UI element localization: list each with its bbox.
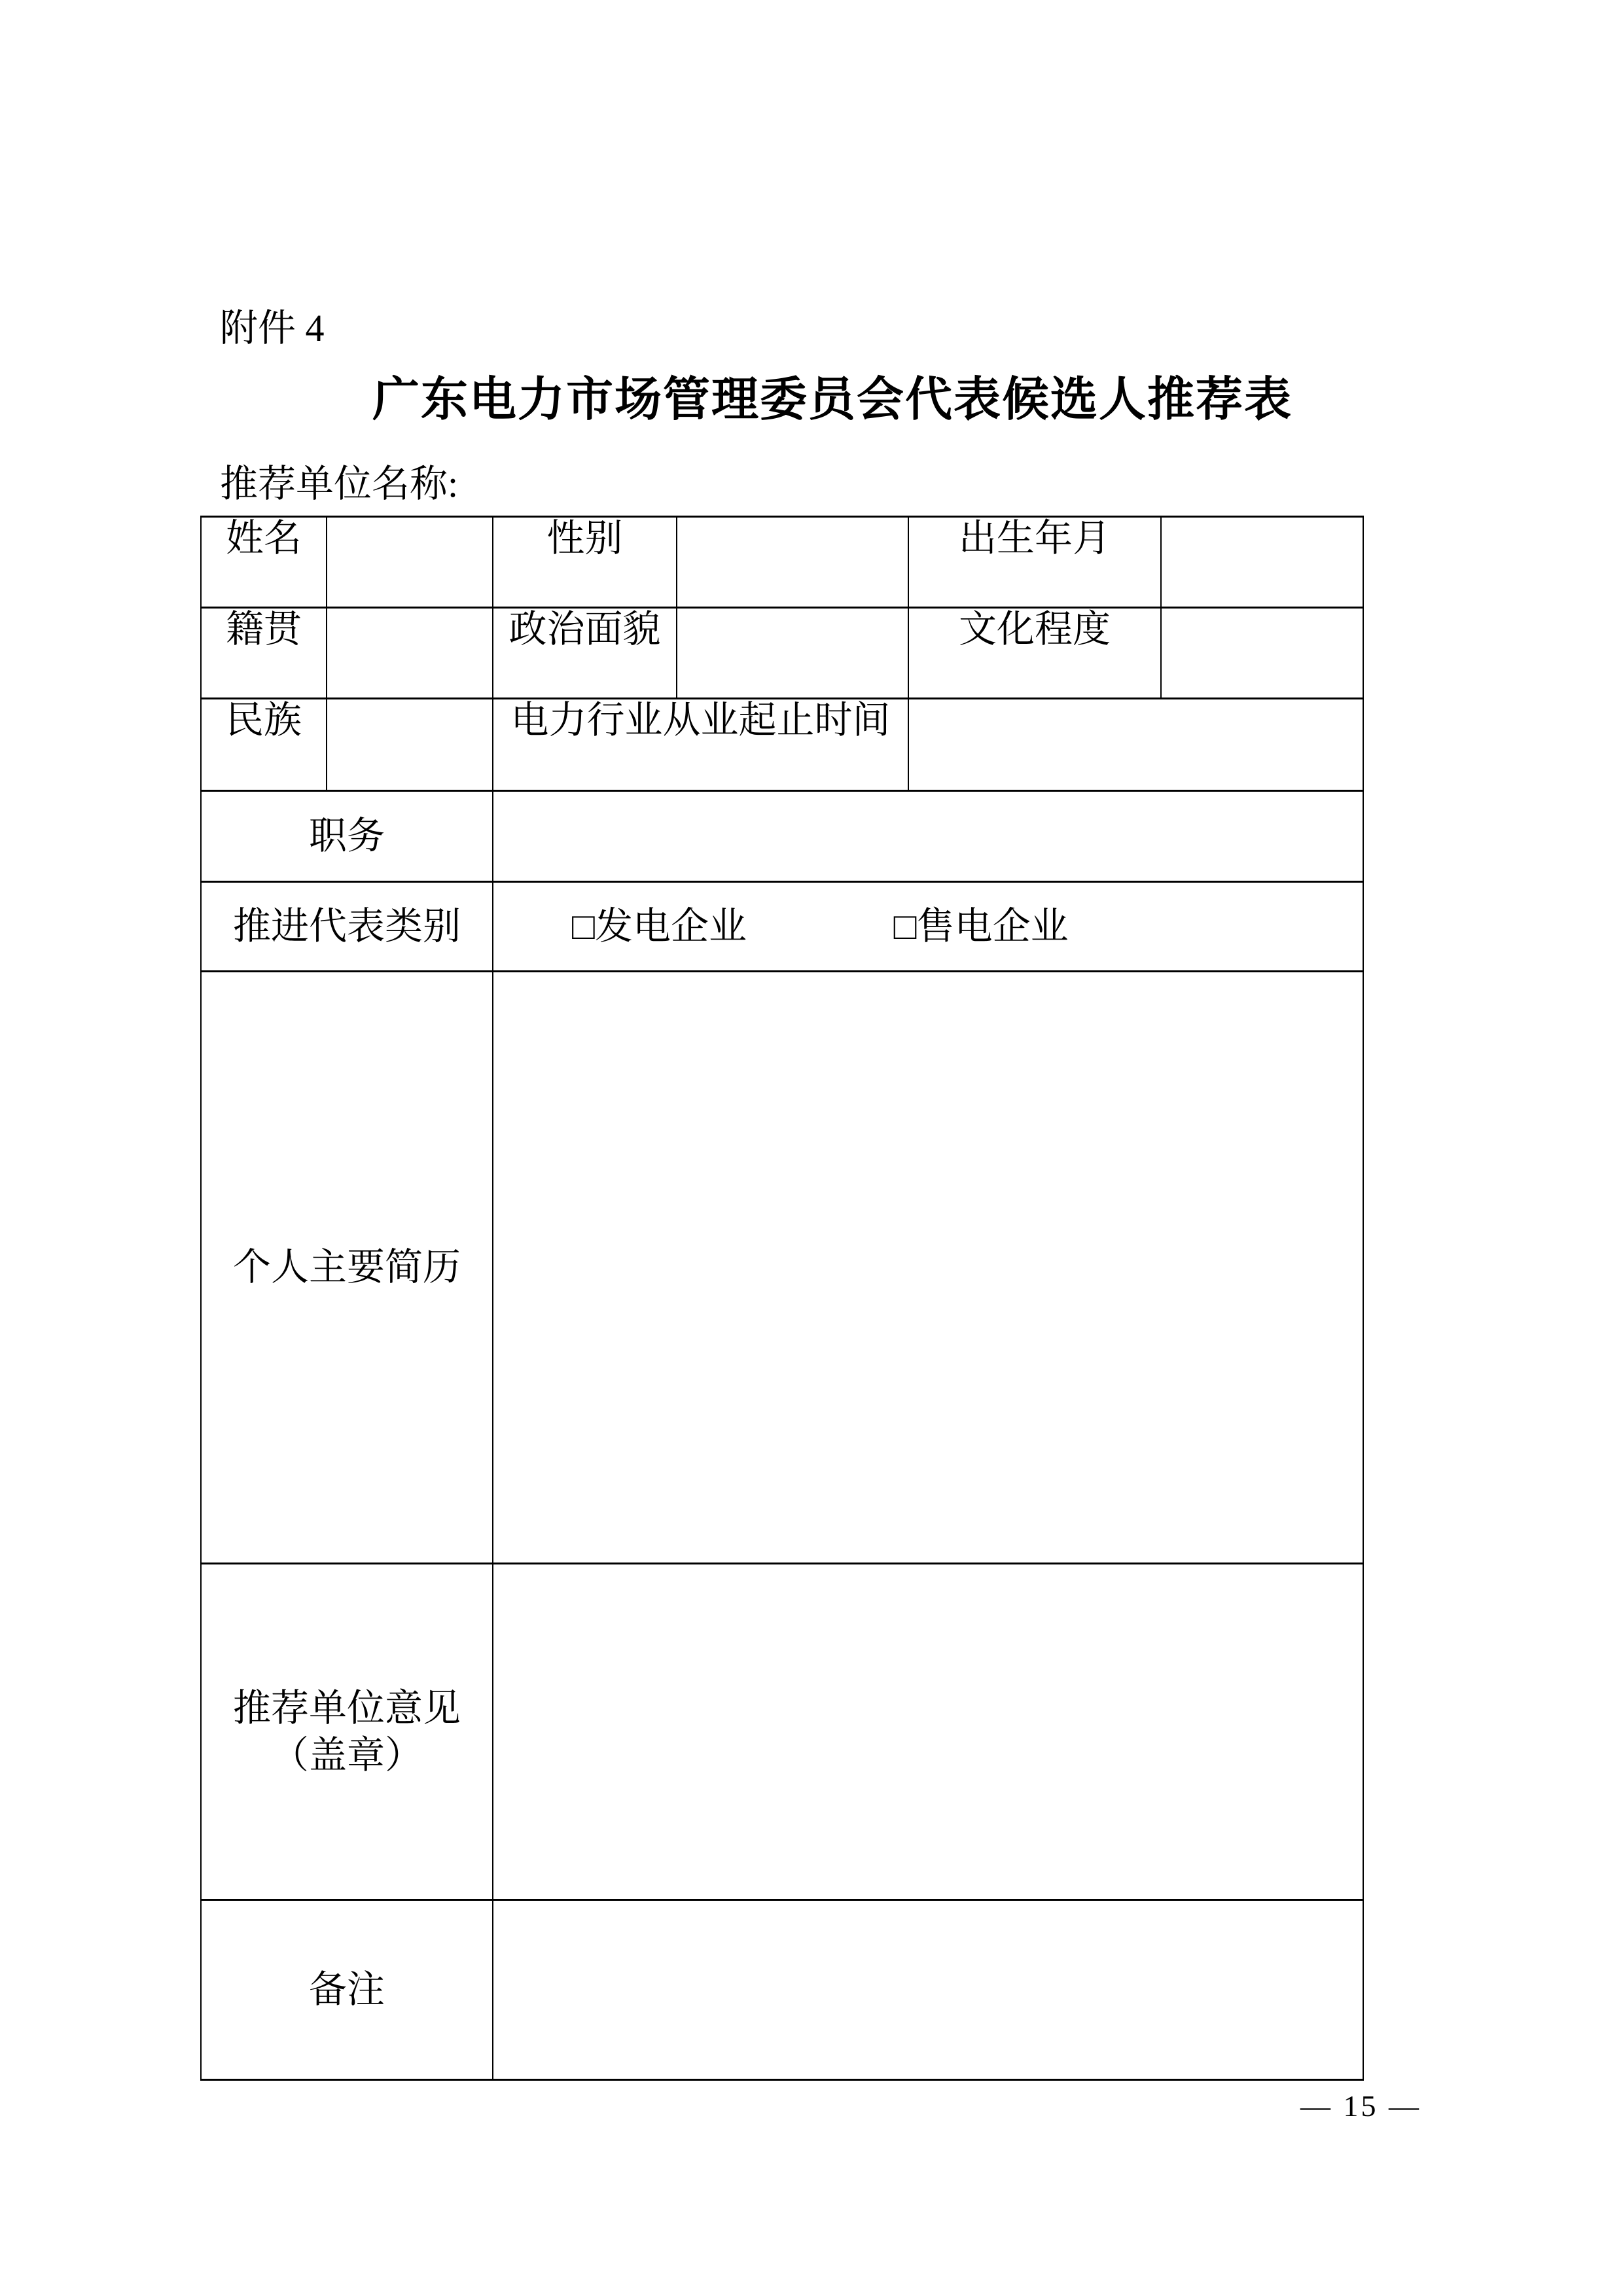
table-row [201,791,1363,882]
field-label-industry-period: 电力行业从业起止时间 [493,699,908,791]
generation-company-label: 发电企业 [595,905,747,948]
table-row [201,1900,1363,2080]
industry-period-value-cell [908,699,1363,791]
field-label-remarks: 备注 [201,1900,493,2080]
attachment-label: 附件 4 [220,307,325,349]
education-value-cell [1161,608,1363,699]
field-label-name: 姓名 [201,517,327,608]
page-number: — 15 — [1300,2089,1421,2123]
checkbox-icon: □ [572,905,596,948]
table-row [201,972,1363,1564]
recommending-unit-name-label: 推荐单位名称: [220,463,459,505]
field-label-ethnicity: 民族 [201,699,327,791]
table-row [201,882,1363,972]
field-label-political-status: 政治面貌 [493,608,677,699]
field-label-native-place: 籍贯 [201,608,327,699]
table-row [201,699,1363,791]
table-row [201,608,1363,699]
political-status-value-cell [677,608,908,699]
org-opinion-label-line2: （盖章） [270,1733,423,1776]
retail-company-label: 售电企业 [916,905,1069,948]
field-label-category: 推进代表类别 [201,882,493,972]
generation-company-option [572,906,747,947]
resume-value-cell [493,972,1363,1564]
position-value-cell [493,791,1363,882]
field-label-education: 文化程度 [908,608,1161,699]
org-opinion-value-cell [493,1564,1363,1900]
field-label-position: 职务 [201,791,493,882]
category-options-cell [493,882,1363,972]
remarks-value-cell [493,1900,1363,2080]
field-label-org-opinion [201,1564,493,1900]
table-row [201,517,1363,608]
field-label-gender: 性别 [493,517,677,608]
native-place-value-cell [327,608,493,699]
retail-company-option [894,906,1069,947]
name-value-cell [327,517,493,608]
checkbox-icon: □ [893,905,917,948]
field-label-birth-date: 出生年月 [908,517,1161,608]
org-opinion-label-line1: 推荐单位意见 [232,1686,461,1729]
document-title: 广东电力市场管理委员会代表候选人推荐表 [372,374,1293,426]
gender-value-cell [677,517,908,608]
ethnicity-value-cell [327,699,493,791]
birth-date-value-cell [1161,517,1363,608]
recommendation-form-table [200,516,1364,2081]
field-label-resume: 个人主要简历 [201,972,493,1564]
table-row [201,1564,1363,1900]
